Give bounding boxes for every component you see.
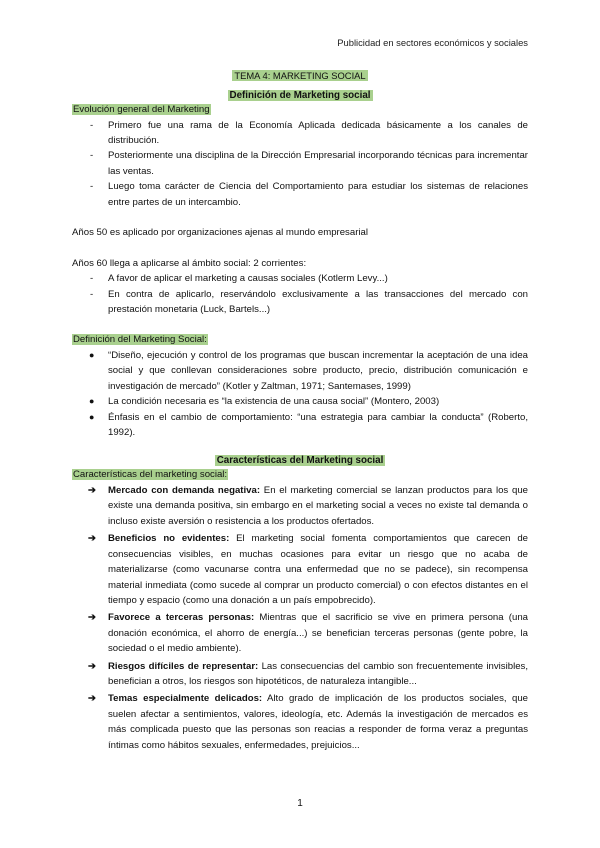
list-item: ➔ Temas especialmente delicados: Alto grado de implicación de los productos sociales, que suelen afectar a sentimientos, valores, ideología, etc. Además la investigación de mercados es más complicada puesto que las personas son reacias a responder de forma veraz a preguntas íntimas como hábitos sexuales, enfermedades, prejuicios... — [88, 693, 528, 751]
evolution-list — [72, 118, 528, 210]
term: Favorece a terceras personas: — [108, 612, 255, 624]
arrow-marker: ➔ — [88, 693, 97, 705]
list-item: - Primero fue una rama de la Economía Aplicada dedicada básicamente a los canales de distribución. — [90, 119, 528, 146]
dash-marker: - — [90, 273, 94, 285]
paragraph-anos-50: Años 50 es aplicado por organizaciones ajenas al mundo empresarial — [72, 227, 368, 239]
dash-marker: - — [90, 181, 94, 193]
evolution-heading: Evolución general del Marketing — [73, 104, 210, 115]
page-content — [72, 70, 528, 755]
list-item: ➔ Riesgos difíciles de representar: Las consecuencias del cambio son frecuentemente invisibles, benefician a otros, los riesgos son hipotéticos, de naturaleza intangible... — [88, 660, 528, 687]
anos-60-list — [72, 271, 528, 317]
section-heading-caracteristicas: Características del Marketing social — [216, 455, 384, 467]
page-number: 1 — [297, 798, 303, 809]
bullet-marker: ● — [89, 350, 95, 361]
arrow-marker: ➔ — [88, 485, 97, 497]
list-item: ● La condición necesaria es “la existencia de una causa social” (Montero, 2003) — [72, 394, 528, 409]
section-heading-definicion: Definición de Marketing social — [229, 90, 371, 101]
characteristics-heading: Características del marketing social: — [73, 469, 228, 481]
dash-marker: - — [90, 150, 94, 162]
arrow-marker: ➔ — [88, 533, 97, 545]
term: Mercado con demanda negativa: — [108, 485, 261, 497]
running-header: Publicidad en sectores económicos y sociales — [337, 37, 528, 48]
characteristics-section — [72, 467, 528, 753]
list-item: - Luego toma carácter de Ciencia del Comportamiento para estudiar los sistemas de relaciones entre partes de un intercambio. — [90, 181, 528, 208]
term: Temas especialmente delicados: — [108, 693, 263, 705]
bullet-marker: ● — [89, 411, 95, 422]
definition-list — [72, 348, 528, 440]
list-item: ➔ Mercado con demanda negativa: En el marketing comercial se lanzan productos para los que existe una demanda positiva, sin embargo en el marketing social a veces no existe tal demanda o incluso existe aversión o resistencia a los productos ofertados. — [88, 485, 528, 527]
list-item: - En contra de aplicarlo, reservándolo exclusivamente a las transacciones del mercado con prestación monetaria (Luck, Bartels...) — [90, 288, 528, 316]
term: Beneficios no evidentes: — [108, 533, 230, 545]
list-item: ● “Diseño, ejecución y control de los programas que buscan incrementar la aceptación de una idea social y que conllevan consideraciones sobre producto, precio, distribución comunicación e investigación de mercado” (Kotler y Zaltman, 1971; Santemases, 1999) — [89, 350, 528, 392]
list-item: - A favor de aplicar el marketing a causas sociales (Kotlerm Levy...) — [72, 271, 528, 286]
document-title: TEMA 4: MARKETING SOCIAL — [234, 70, 366, 81]
definition-heading: Definición del Marketing Social: — [73, 334, 207, 346]
arrow-marker: ➔ — [88, 660, 97, 672]
paragraph-anos-60: Años 60 llega a aplicarse al ámbito social: 2 corrientes: — [72, 257, 307, 269]
evolution-section — [72, 102, 528, 210]
characteristics-list — [72, 483, 528, 753]
dash-marker: - — [90, 119, 94, 131]
list-item: ➔ Beneficios no evidentes: El marketing social fomenta comportamientos que carecen de consecuencias visibles, en muchas ocasiones para evitar un riesgo que no acaba de materializarse (como vacunarse contra una enfermedad que no se padece), sin recompensa material inmediata (como sucede al comprar un producto comercial) o con efectos distantes en el tiempo y espacio (como una donación a un país empobrecido). — [88, 533, 528, 606]
bullet-marker: ● — [89, 396, 95, 407]
definition-section — [72, 332, 528, 440]
arrow-marker: ➔ — [88, 612, 97, 624]
list-item: ● Énfasis en el cambio de comportamiento: “una estrategia para cambiar la conducta” (Roberto, 1992). — [89, 411, 528, 439]
dash-marker: - — [90, 288, 94, 300]
list-item: - Posteriormente una disciplina de la Dirección Empresarial incorporando técnicas para incrementar las ventas. — [90, 150, 528, 177]
term: Riesgos difíciles de representar: — [108, 660, 259, 672]
list-item: ➔ Favorece a terceras personas: Mientras que el sacrificio se vive en primera persona (una donación económica, el ahorro de energía...) se benefician terceras personas (gente pobre, la sociedad o el medio ambiente). — [88, 612, 528, 655]
